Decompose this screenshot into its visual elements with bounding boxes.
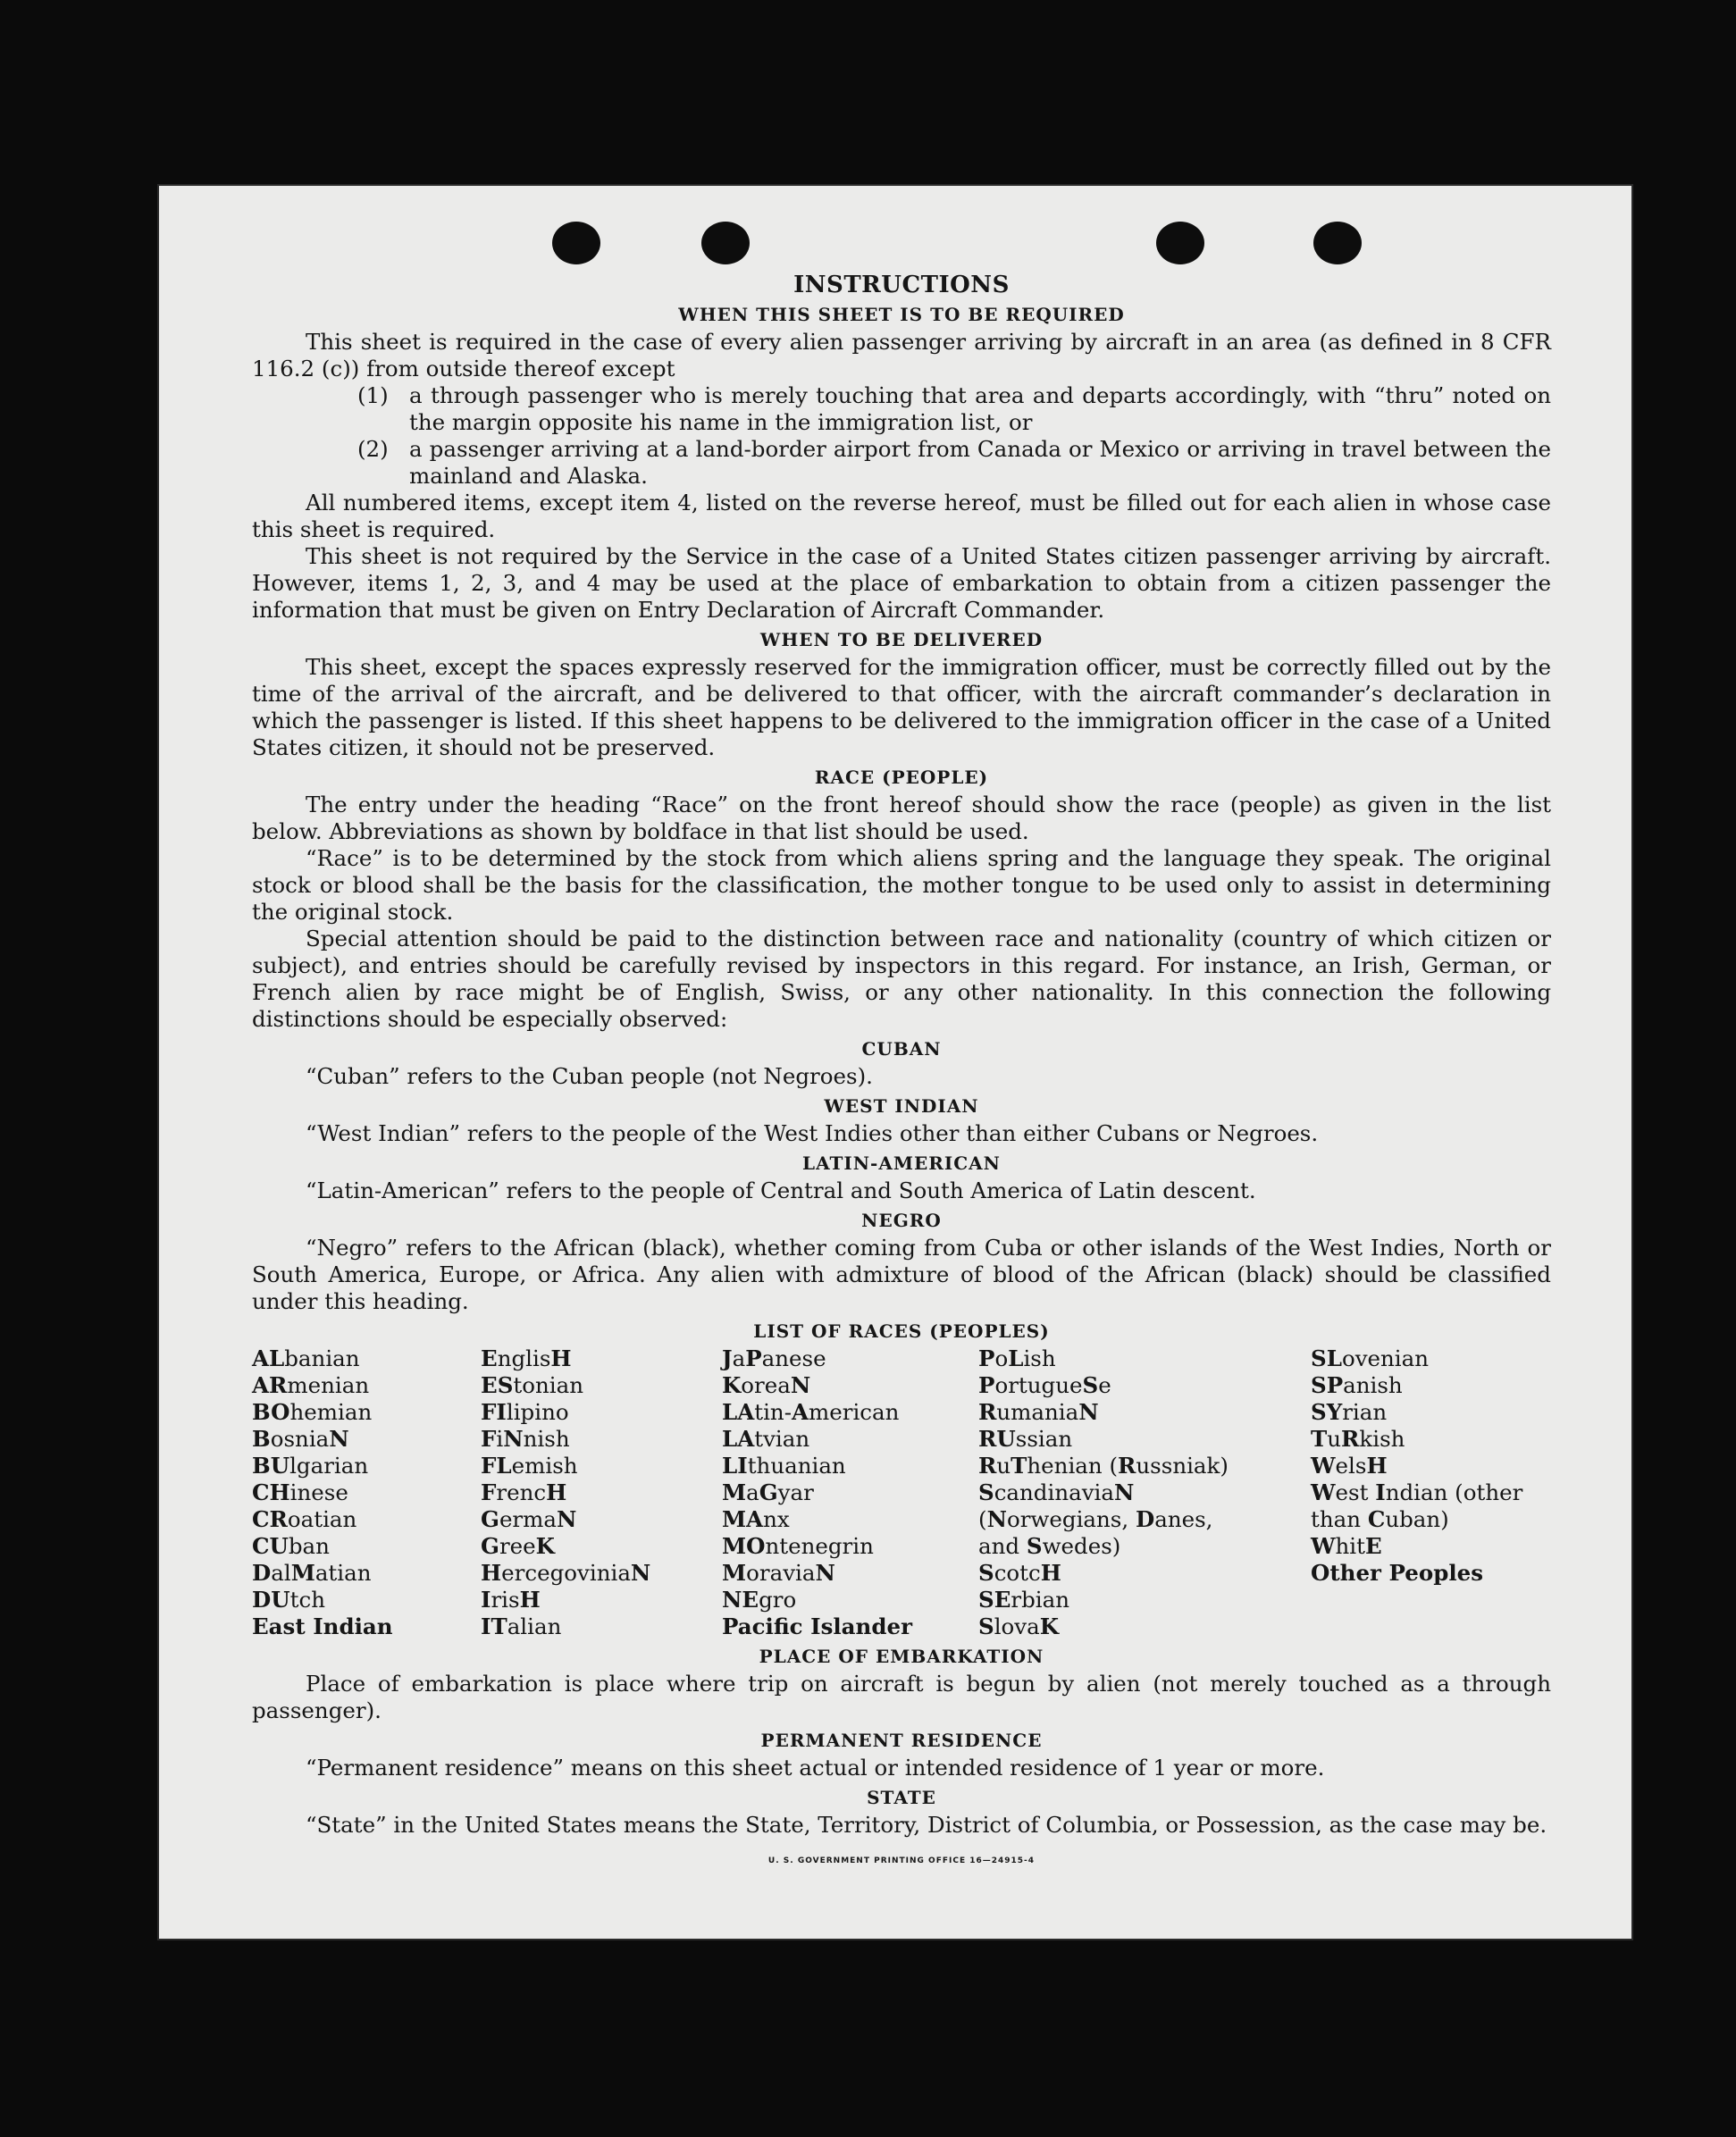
item-text: a passenger arriving at a land-border airport from Canada or Mexico or arriving in travel between the mainland and Alaska.: [409, 436, 1551, 489]
section-heading-required: WHEN THIS SHEET IS TO BE REQUIRED: [678, 304, 1125, 325]
instructions-content: [252, 272, 1551, 1874]
paragraph: “West Indian” refers to the people of the West Indies other than either Cubans or Negroes.: [306, 1120, 1319, 1146]
paragraph: All numbered items, except item 4, listed on the reverse hereof, must be filled out for each alien in whose case this sheet is required.: [252, 490, 1551, 542]
page-title: INSTRUCTIONS: [793, 272, 1010, 298]
race-entry: WhitE: [1311, 1533, 1382, 1559]
race-entry: RuThenian (Russniak): [978, 1453, 1229, 1479]
race-entry: MoraviaN: [722, 1560, 835, 1586]
race-entry: LAtin-American: [722, 1399, 900, 1425]
section-heading-embarkation: PLACE OF EMBARKATION: [759, 1646, 1044, 1667]
race-entry: EnglisH: [481, 1345, 572, 1371]
list-item: [252, 382, 1551, 436]
punch-hole: [552, 222, 600, 264]
paragraph: “Latin-American” refers to the people of Central and South America of Latin descent.: [306, 1177, 1256, 1203]
race-entry: ScotcH: [978, 1560, 1061, 1586]
paragraph: “Cuban” refers to the Cuban people (not Negroes).: [306, 1063, 873, 1089]
race-entry: NEgro: [722, 1587, 797, 1613]
race-entry: ARmenian: [252, 1372, 370, 1398]
race-entry: SErbian: [978, 1587, 1070, 1613]
race-entry: PoLish: [978, 1345, 1056, 1371]
paragraph: “Race” is to be determined by the stock from which aliens spring and the language they speak. The original stock or blood shall be the basis for the classification, the mother tongue to be used only to assist in determining the original stock.: [252, 845, 1551, 925]
section-heading-delivered: WHEN TO BE DELIVERED: [759, 629, 1044, 650]
race-entry: DUtch: [252, 1587, 325, 1613]
race-entry: BUlgarian: [252, 1453, 369, 1479]
paragraph: “Negro” refers to the African (black), whether coming from Cuba or other islands of the West Indies, North or South America, Europe, or Africa. Any alien with admixture of blood of the African (black) should be classified under this heading.: [252, 1235, 1551, 1314]
paragraph: This sheet, except the spaces expressly reserved for the immigration officer, must be correctly filled out by the time of the arrival of the aircraft, and be delivered to that officer, with the aircraft commander’s declaration in which the passenger is listed. If this sheet happens to be delivered to the immigration officer in the case of a United States citizen, it should not be preserved.: [252, 654, 1551, 760]
race-entry: KoreaN: [722, 1372, 811, 1398]
race-entry: ScandinaviaN (Norwegians, Danes, and Swedes): [978, 1479, 1213, 1559]
race-entry: ITalian: [481, 1613, 562, 1639]
punch-hole: [701, 222, 750, 264]
races-column-3: [722, 1345, 978, 1640]
race-entry: West Indian (other than Cuban): [1311, 1479, 1523, 1532]
punch-hole: [1156, 222, 1204, 264]
section-heading-cuban: CUBAN: [861, 1038, 942, 1060]
race-entry: FiNnish: [481, 1426, 570, 1452]
race-entry: IrisH: [481, 1587, 541, 1613]
list-item: [252, 436, 1551, 490]
section-heading-state: STATE: [867, 1787, 936, 1808]
paragraph: Place of embarkation is place where trip on aircraft is begun by alien (not merely touched as a through passenger).: [252, 1671, 1551, 1723]
item-text: a through passenger who is merely touching that area and departs accordingly, with “thru” noted on the margin opposite his name in the immigration list, or: [409, 382, 1551, 435]
section-heading-races-list: LIST OF RACES (PEOPLES): [753, 1320, 1050, 1342]
paragraph: “Permanent residence” means on this sheet actual or intended residence of 1 year or more.: [306, 1755, 1325, 1781]
race-entry: DalMatian: [252, 1560, 372, 1586]
paragraph: This sheet is required in the case of every alien passenger arriving by aircraft in an area (as defined in 8 CFR 116.2 (c)) from outside thereof except: [252, 329, 1551, 381]
paragraph: Special attention should be paid to the distinction between race and nationality (country of which citizen or subject), and entries should be carefully revised by inspectors in this regard. For instance, an Irish, German, or French alien by race might be of English, Swiss, or any other nationality. In this connection the following distinctions should be especially observed:: [252, 926, 1551, 1032]
races-column-4: [978, 1345, 1311, 1640]
section-heading-west-indian: WEST INDIAN: [824, 1095, 979, 1117]
paragraph: “State” in the United States means the State, Territory, District of Columbia, or Possession, as the case may be.: [306, 1812, 1547, 1838]
race-entry: FLemish: [481, 1453, 578, 1479]
race-entry: Pacific Islander: [722, 1613, 912, 1639]
section-heading-residence: PERMANENT RESIDENCE: [760, 1730, 1043, 1751]
race-entry: LAtvian: [722, 1426, 810, 1452]
race-entry: JaPanese: [722, 1345, 826, 1371]
section-heading-latin-american: LATIN-AMERICAN: [802, 1152, 1001, 1174]
race-entry: SYrian: [1311, 1399, 1388, 1425]
race-entry: East Indian: [252, 1613, 393, 1639]
race-entry: SLovenian: [1311, 1345, 1430, 1371]
race-entry: GermaN: [481, 1506, 577, 1532]
race-entry: Other Peoples: [1311, 1560, 1484, 1586]
races-column-2: [481, 1345, 722, 1640]
races-column-5: [1311, 1345, 1551, 1640]
race-entry: GreeK: [481, 1533, 555, 1559]
races-column-1: [252, 1345, 481, 1640]
race-entry: ALbanian: [252, 1345, 360, 1371]
race-entry: RUssian: [978, 1426, 1073, 1452]
section-heading-negro: NEGRO: [861, 1210, 942, 1231]
race-entry: PortugueSe: [978, 1372, 1111, 1398]
race-entry: CRoatian: [252, 1506, 357, 1532]
section-heading-race: RACE (PEOPLE): [814, 767, 989, 788]
item-number: (2): [357, 436, 389, 462]
race-entry: BosniaN: [252, 1426, 349, 1452]
item-number: (1): [357, 382, 389, 408]
race-entry: MAnx: [722, 1506, 790, 1532]
printer-imprint: U. S. GOVERNMENT PRINTING OFFICE 16—24915-4: [767, 1856, 1036, 1865]
race-entry: CHinese: [252, 1479, 348, 1505]
race-entry: SlovaK: [978, 1613, 1060, 1639]
race-entry: CUban: [252, 1533, 330, 1559]
race-entry: WelsH: [1311, 1453, 1388, 1479]
race-entry: FIlipino: [481, 1399, 569, 1425]
race-entry: EStonian: [481, 1372, 583, 1398]
race-entry: HercegoviniaN: [481, 1560, 651, 1586]
paragraph: The entry under the heading “Race” on the front hereof should show the race (people) as given in the list below. Abbreviations as shown by boldface in that list should be used.: [252, 792, 1551, 844]
race-entry: LIthuanian: [722, 1453, 846, 1479]
races-list: [252, 1345, 1551, 1640]
race-entry: FrencH: [481, 1479, 567, 1505]
punch-hole: [1313, 222, 1362, 264]
race-entry: SPanish: [1311, 1372, 1403, 1398]
document-sheet: [159, 186, 1631, 1939]
race-entry: MOntenegrin: [722, 1533, 874, 1559]
race-entry: BOhemian: [252, 1399, 373, 1425]
race-entry: RumaniaN: [978, 1399, 1099, 1425]
race-entry: MaGyar: [722, 1479, 814, 1505]
paragraph: This sheet is not required by the Service in the case of a United States citizen passenger arriving by aircraft. However, items 1, 2, 3, and 4 may be used at the place of embarkation to obtain from a citizen passenger the information that must be given on Entry Declaration of Aircraft Commander.: [252, 543, 1551, 623]
race-entry: TuRkish: [1311, 1426, 1405, 1452]
